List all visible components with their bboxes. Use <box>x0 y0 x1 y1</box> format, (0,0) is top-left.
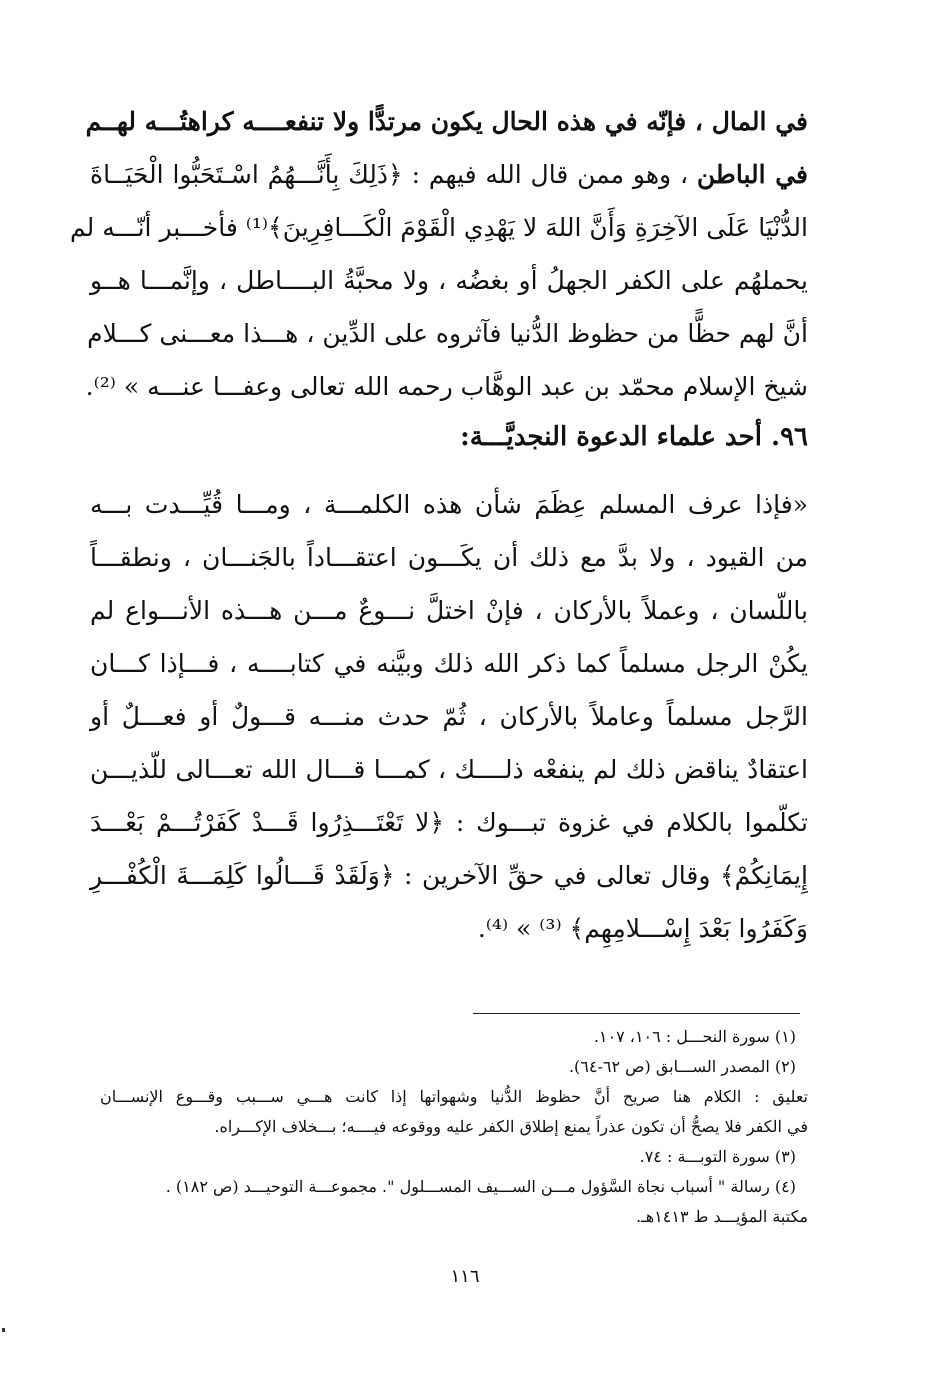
footnote-comment: تعليق : الكلام هنا صريح أنَّ حظوظ الدُّنيا وشهواتها إذا كانت هـــي ســـبب وقـــوع الإنســـان <box>100 1087 809 1106</box>
footnote: (٢) المصدر الســـابق (ص ٦٢-٦٤). <box>568 1057 796 1076</box>
footnote-comment: في الكفر فلا يصحُّ أن تكون عذراً يمنع إطلاق الكفر عليه ووقوعه فيــــه؛ بـــخلاف الإكـــراه. <box>214 1117 808 1136</box>
bold-phrase: في الباطن <box>696 160 808 189</box>
section-heading: ٩٦. أحد علماء الدعوة النجديَّـــة: <box>460 422 808 452</box>
text-line: باللّسان ، وعملاً بالأركان ، فإنْ اختلَّ نـــوعٌ مـــن هـــذه الأنـــواع لم <box>90 596 808 625</box>
text-line: يحملهُم على الكفر الجهلُ أو بغضُه ، ولا محبَّةُ البــــاطل ، وإنَّمـــا هــو <box>90 266 808 295</box>
paragraph-continuation <box>70 95 808 413</box>
footnote: (١) سورة النحـــل : ١٠٦، ١٠٧. <box>593 1027 796 1046</box>
scan-speck <box>2 1328 5 1332</box>
text-line: في المال ، فإنّه في هذه الحال يكون مرتدًّا ولا تنفعــــه كراهتُـــه لهــم <box>85 107 808 136</box>
text-line <box>90 148 808 201</box>
text-line: اعتقادٌ يناقض ذلك لم ينفعْه ذلــــك ، كمـــا قـــال الله تعـــالى للّذيـــن <box>90 755 808 784</box>
text-line: من القيود ، ولا بدَّ مع ذلك أن يكَـــون اعتقـــاداً بالجَنـــان ، ونطقـــاً <box>90 543 808 572</box>
text-line: يكُنْ الرجل مسلماً كما ذكر الله ذلك وبيَّنه في كتابــــه ، فـــإذا كـــان <box>90 649 808 678</box>
text-line: وَكَفَرُوا بَعْدَ إِسْـــلامِهِم﴾ ⁽³⁾ » ⁽⁴⁾. <box>477 914 808 943</box>
footnote-separator <box>473 1013 800 1014</box>
footnote: مكتبة المؤيـــد ط ١٤١٣هـ. <box>635 1207 808 1226</box>
footnote: (٣) سورة التوبـــة : ٧٤. <box>639 1147 796 1166</box>
page-number: ١١٦ <box>450 1266 480 1287</box>
text-line: الدُّنْيَا عَلَى الآخِرَةِ وَأَنَّ اللهَ لا يَهْدِي الْقَوْمَ الْكَـــافِرِينَ﴾⁽¹⁾ فأخـــبر أنّـــه لم <box>70 213 808 242</box>
text-line: إِيمَانِكُمْ﴾ وقال تعالى في حقِّ الآخرين : ﴿وَلَقَدْ قَـــالُوا كَلِمَـــةَ الْكُفْـــرِ <box>90 861 808 890</box>
text-line: شيخ الإسلام محمّد بن عبد الوهَّاب رحمه الله تعالى وعفـــا عنـــه » ⁽²⁾. <box>85 372 808 401</box>
text-line: تكلّموا بالكلام في غزوة تبـــوك : ﴿لا تَعْتَـــذِرُوا قَـــدْ كَفَرْتُـــمْ بَعْـــدَ <box>90 808 808 837</box>
text-line: «فإذا عرف المسلم عِظَمَ شأن هذه الكلمـــة ، ومـــا قُيِّـــدت بـــه <box>90 490 808 519</box>
quoted-paragraph <box>90 478 808 955</box>
footnote: (٤) رسالة " أسباب نجاة السَّؤول مـــن الســـيف المســـلول ". مجموعـــة التوحيـــد (ص ١٨٢) . <box>165 1177 796 1196</box>
text-line-rest: ، وهو ممن قال الله فيهم : ﴿ذَلِكَ بِأَنَّـــهُمُ اسْـتَحَبُّوا الْحَيَــاةَ <box>90 160 697 189</box>
text-line: أنَّ لهم حظًّا من حظوظ الدُّنيا فآثروه على الدِّين ، هـــذا معـــنى كـــلام <box>87 319 808 348</box>
text-line: الرَّجل مسلماً وعاملاً بالأركان ، ثُمّ حدث منـــه قـــولٌ أو فعـــلٌ أو <box>90 702 808 731</box>
footnotes <box>100 1022 808 1232</box>
